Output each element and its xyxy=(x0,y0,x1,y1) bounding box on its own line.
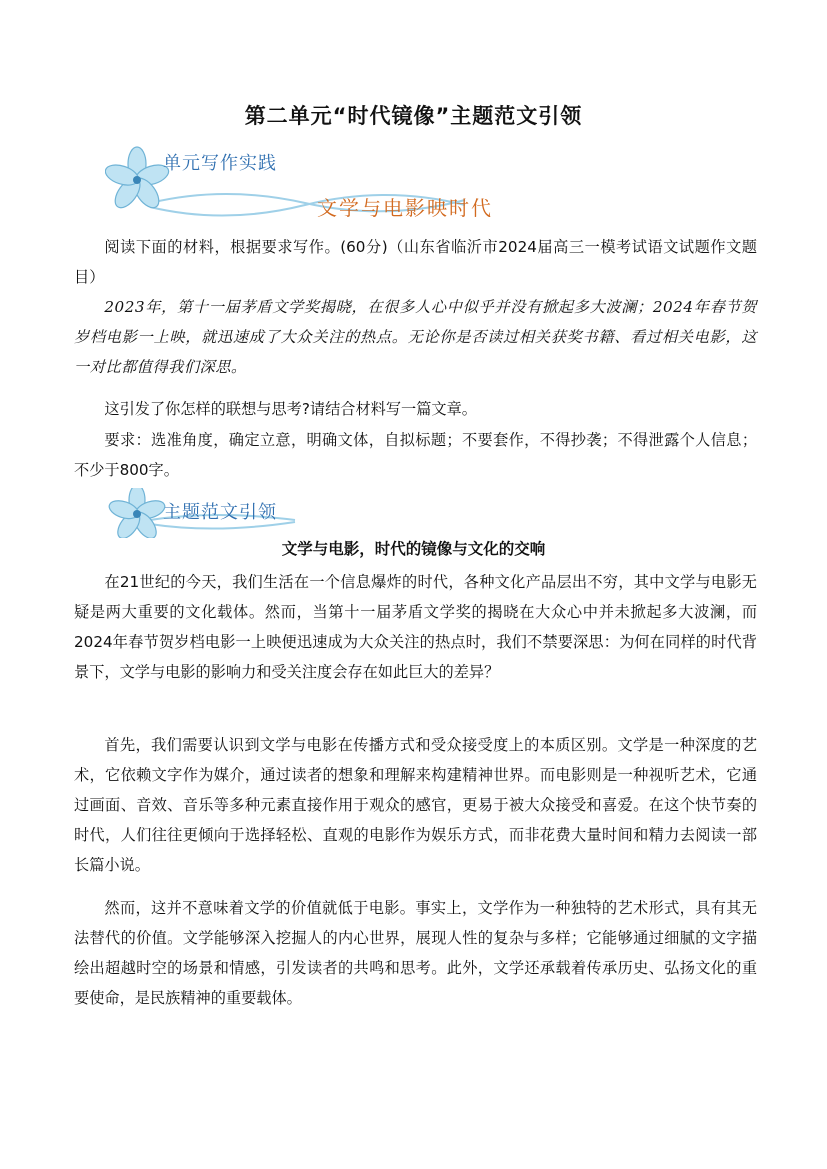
section-label: 单元写作实践 xyxy=(163,153,277,174)
page-title: 第二单元“时代镜像”主题范文引领 xyxy=(244,104,583,128)
prompt-question: 这引发了你怎样的联想与思考?请结合材料写一篇文章。 xyxy=(104,400,477,418)
essay-paragraph: 首先，我们需要认识到文学与电影在传播方式和受众接受度上的本质区别。文学是一种深度的艺术，它依赖文字作为媒介，通过读者的想象和理解来构建精神世界。而电影则是一种视听艺术，它通过画面、音效、音乐等多种元素直接作用于观众的感官，更易于被大众接受和喜爱。在这个快节奏的时代，人们往往更倾向于选择轻松、直观的电影作为娱乐方式，而非花费大量时间和精力去阅读一部长篇小说。 xyxy=(74,736,757,874)
essay-paragraph: 然而，这并不意味着文学的价值就低于电影。事实上，文学作为一种独特的艺术形式，具有其无法替代的价值。文学能够深入挖掘人的内心世界，展现人性的复杂与多样；它能够通过细腻的文字描绘出超越时空的场景和情感，引发读者的共鸣和思考。此外，文学还承载着传承历史、弘扬文化的重要使命，是民族精神的重要载体。 xyxy=(74,899,757,1007)
prompt-material: 2023年，第十一届茅盾文学奖揭晓，在很多人心中似乎并没有掀起多大波澜；2024年春节贺岁档电影一上映，就迅速成了大众关注的热点。无论你是否读过相关获奖书籍、看过相关电影，这一对比都值得我们深思。 xyxy=(74,298,757,376)
section-banner-model xyxy=(105,488,525,538)
essay-paragraph: 在21世纪的今天，我们生活在一个信息爆炸的时代，各种文化产品层出不穷，其中文学与电影无疑是两大重要的文化载体。然而，当第十一届茅盾文学奖的揭晓在大众心中并未掀起多大波澜，而2024年春节贺岁档电影一上映便迅速成为大众关注的热点时，我们不禁要深思：为何在同样的时代背景下，文学与电影的影响力和受关注度会存在如此巨大的差异？ xyxy=(74,573,757,681)
section-label: 主题范文引领 xyxy=(163,502,277,523)
section-subtitle: 文学与电影映时代 xyxy=(317,196,493,220)
prompt-intro: 阅读下面的材料，根据要求写作。(60分)（山东省临沂市2024届高三一模考试语文试题作文题目） xyxy=(74,238,757,286)
essay-title: 文学与电影，时代的镜像与文化的交响 xyxy=(281,540,546,558)
section-banner-writing xyxy=(105,145,525,225)
prompt-requirements: 要求：选准角度，确定立意，明确文体，自拟标题；不要套作，不得抄袭；不得泄露个人信息；不少于800字。 xyxy=(74,431,757,479)
